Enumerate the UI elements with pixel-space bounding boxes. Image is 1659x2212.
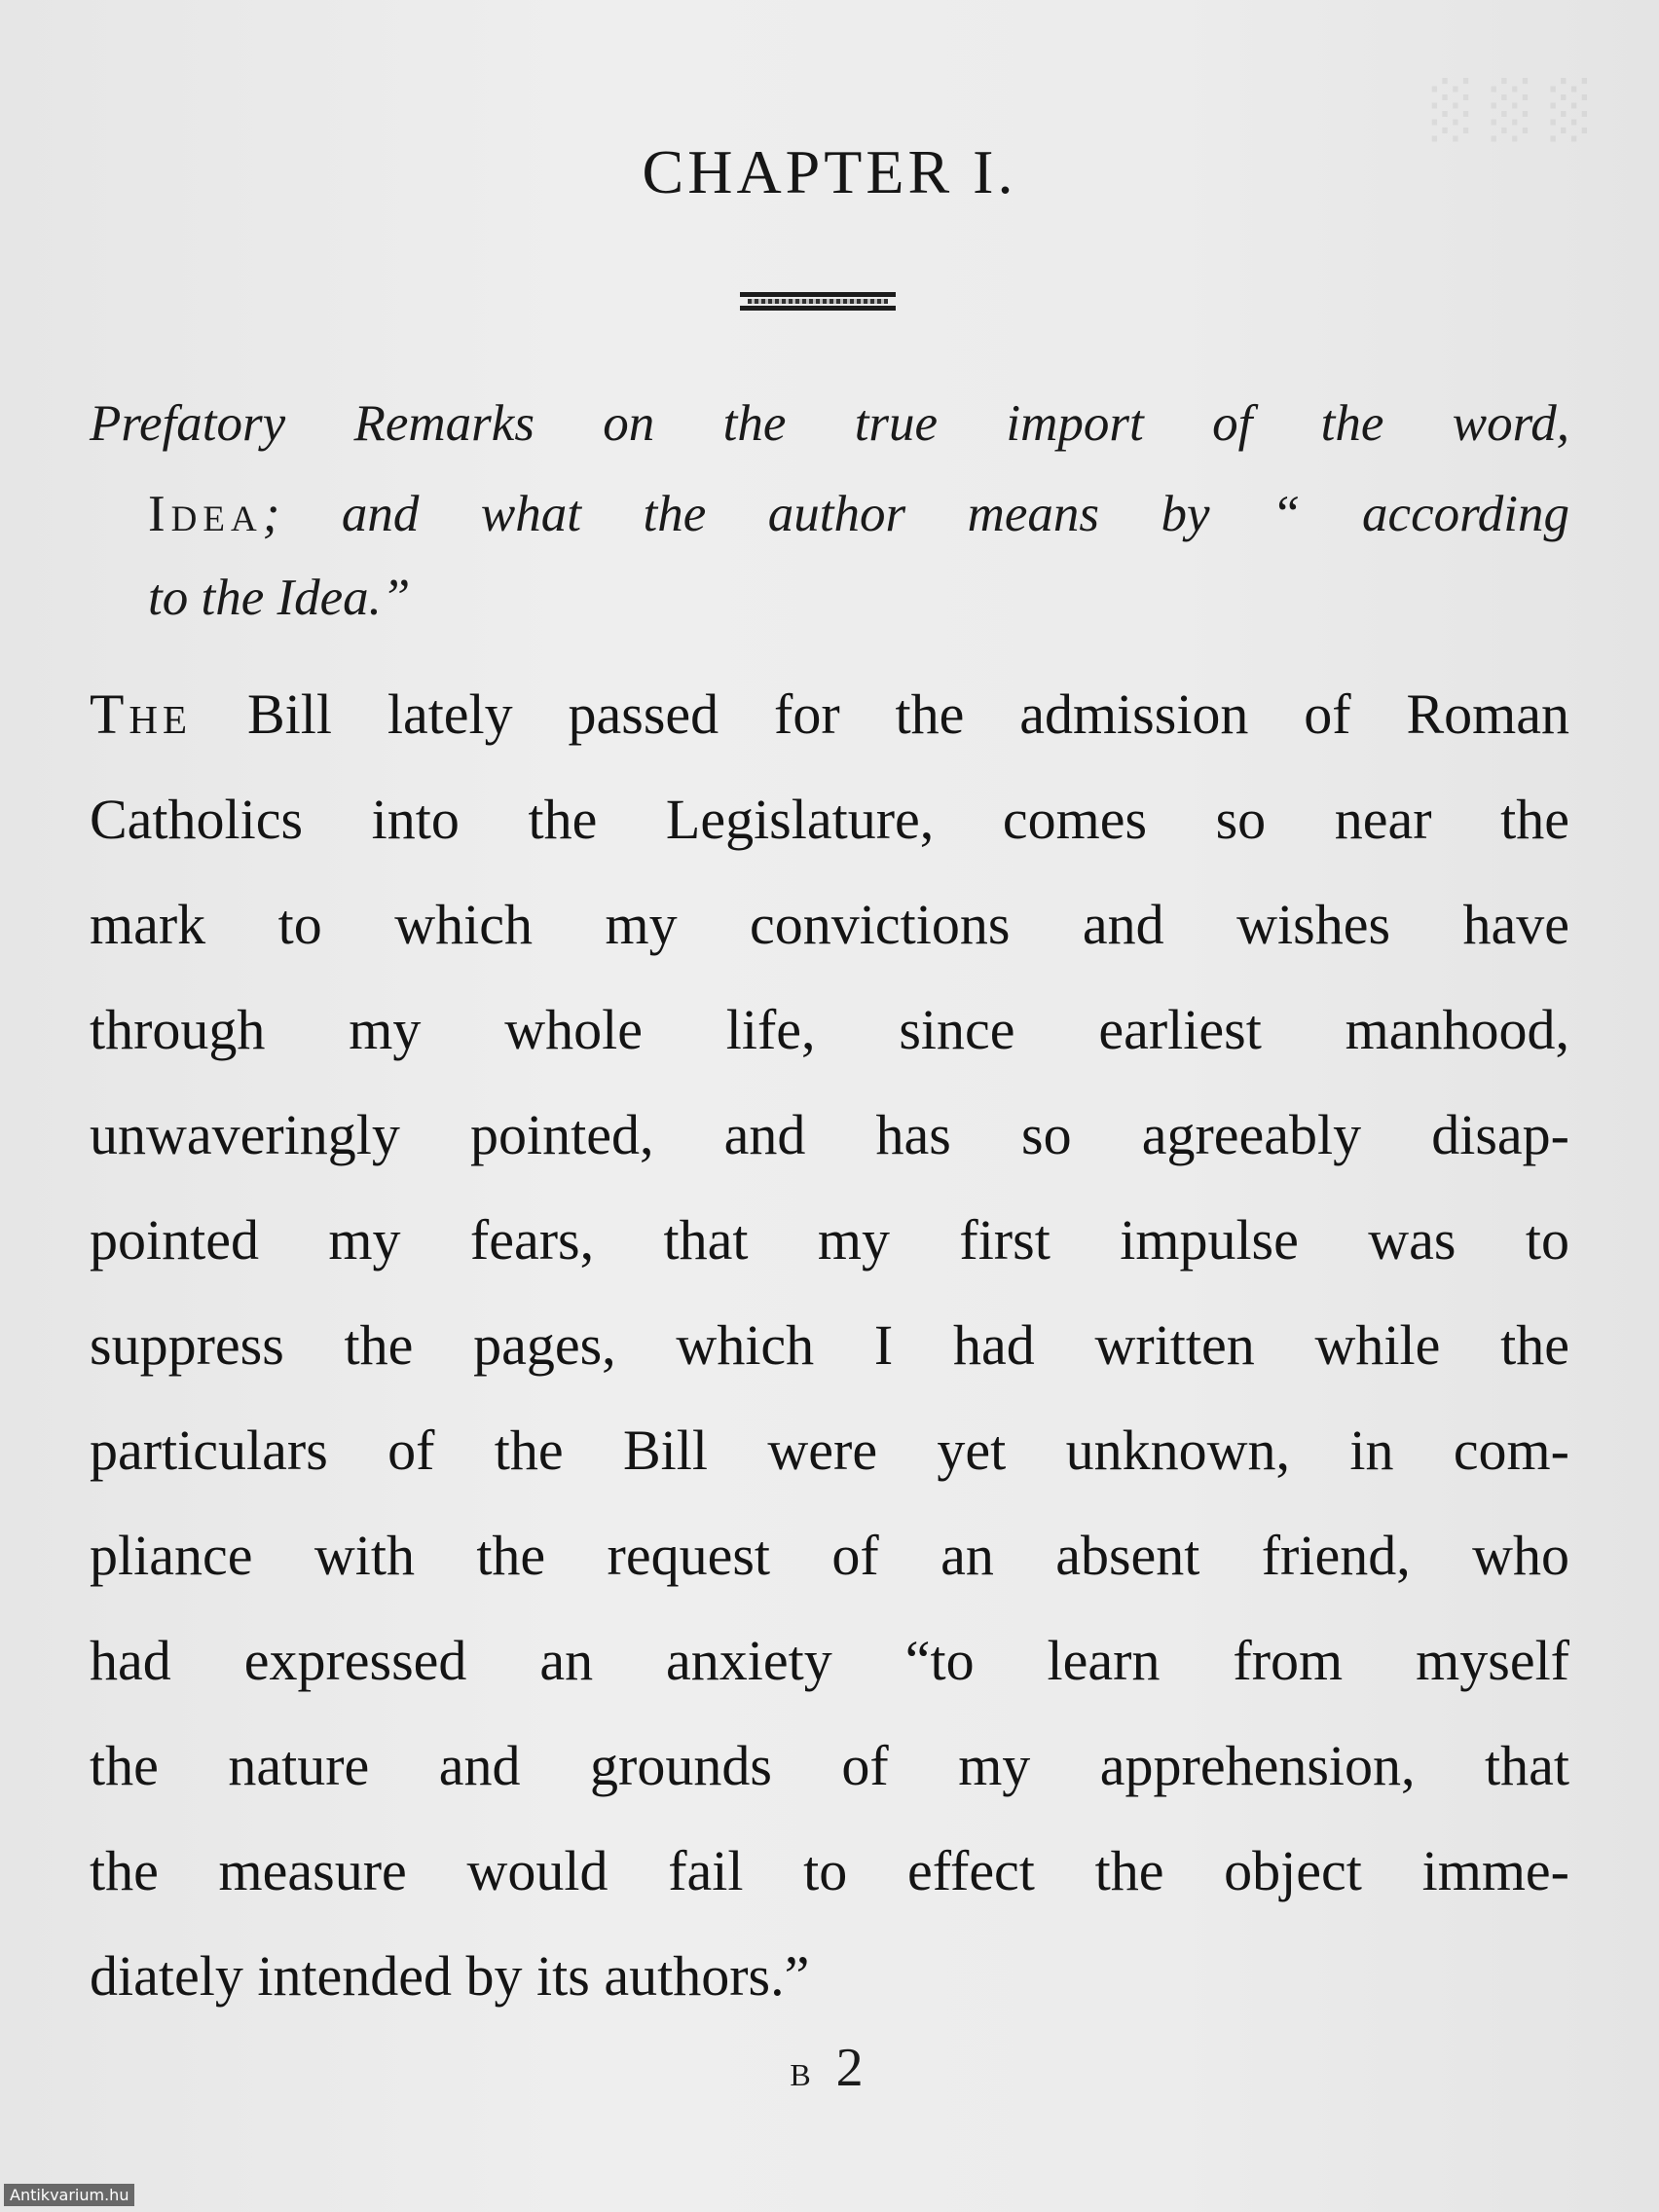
chapter-summary-line-2-rest: ; and what the author means by “ according: [262, 486, 1569, 542]
body-line-12: the measure would fail to effect the object imme-: [90, 1839, 1569, 1902]
rule-bar-top: [740, 292, 896, 297]
show-through-text: ░ ░ ░: [1426, 79, 1587, 142]
body-line-9: pliance with the request of an absent friend, who: [90, 1524, 1569, 1587]
chapter-summary-line-3: to the Idea.”: [148, 570, 411, 626]
chapter-summary-line-2: [148, 485, 1569, 543]
body-line-2: Catholics into the Legislature, comes so near the: [90, 788, 1569, 851]
idea-word: Idea: [148, 486, 263, 542]
body-line-13: diately intended by its authors.”: [90, 1944, 810, 2008]
signature-mark: [0, 2037, 1659, 2099]
rule-bar-bottom: [740, 306, 896, 311]
rule-bar-middle: [748, 299, 888, 304]
chapter-summary-line-1: Prefatory Remarks on the true import of the word,: [90, 395, 1569, 452]
body-line-5: unwaveringly pointed, and has so agreeably disap-: [90, 1103, 1569, 1166]
body-line-4: through my whole life, since earliest manhood,: [90, 998, 1569, 1061]
chapter-heading: CHAPTER I.: [642, 137, 1017, 206]
body-line-6: pointed my fears, that my first impulse was to: [90, 1208, 1569, 1272]
watermark: Antikvarium.hu: [4, 2184, 134, 2206]
signature-number: 2: [835, 2038, 869, 2098]
signature-letter: B: [790, 2057, 817, 2092]
body-line-11: the nature and grounds of my apprehension, that: [90, 1734, 1569, 1797]
body-line-1: [90, 682, 1569, 747]
ornamental-rule: [740, 292, 896, 312]
body-line-3: mark to which my convictions and wishes have: [90, 893, 1569, 956]
body-line-7: suppress the pages, which I had written while the: [90, 1313, 1569, 1377]
body-line-1-rest: Bill lately passed for the admission of Roman: [192, 682, 1569, 746]
opening-word: The: [90, 682, 193, 746]
body-line-8: particulars of the Bill were yet unknown, in com-: [90, 1419, 1569, 1482]
body-line-10: had expressed an anxiety “to learn from myself: [90, 1629, 1569, 1692]
